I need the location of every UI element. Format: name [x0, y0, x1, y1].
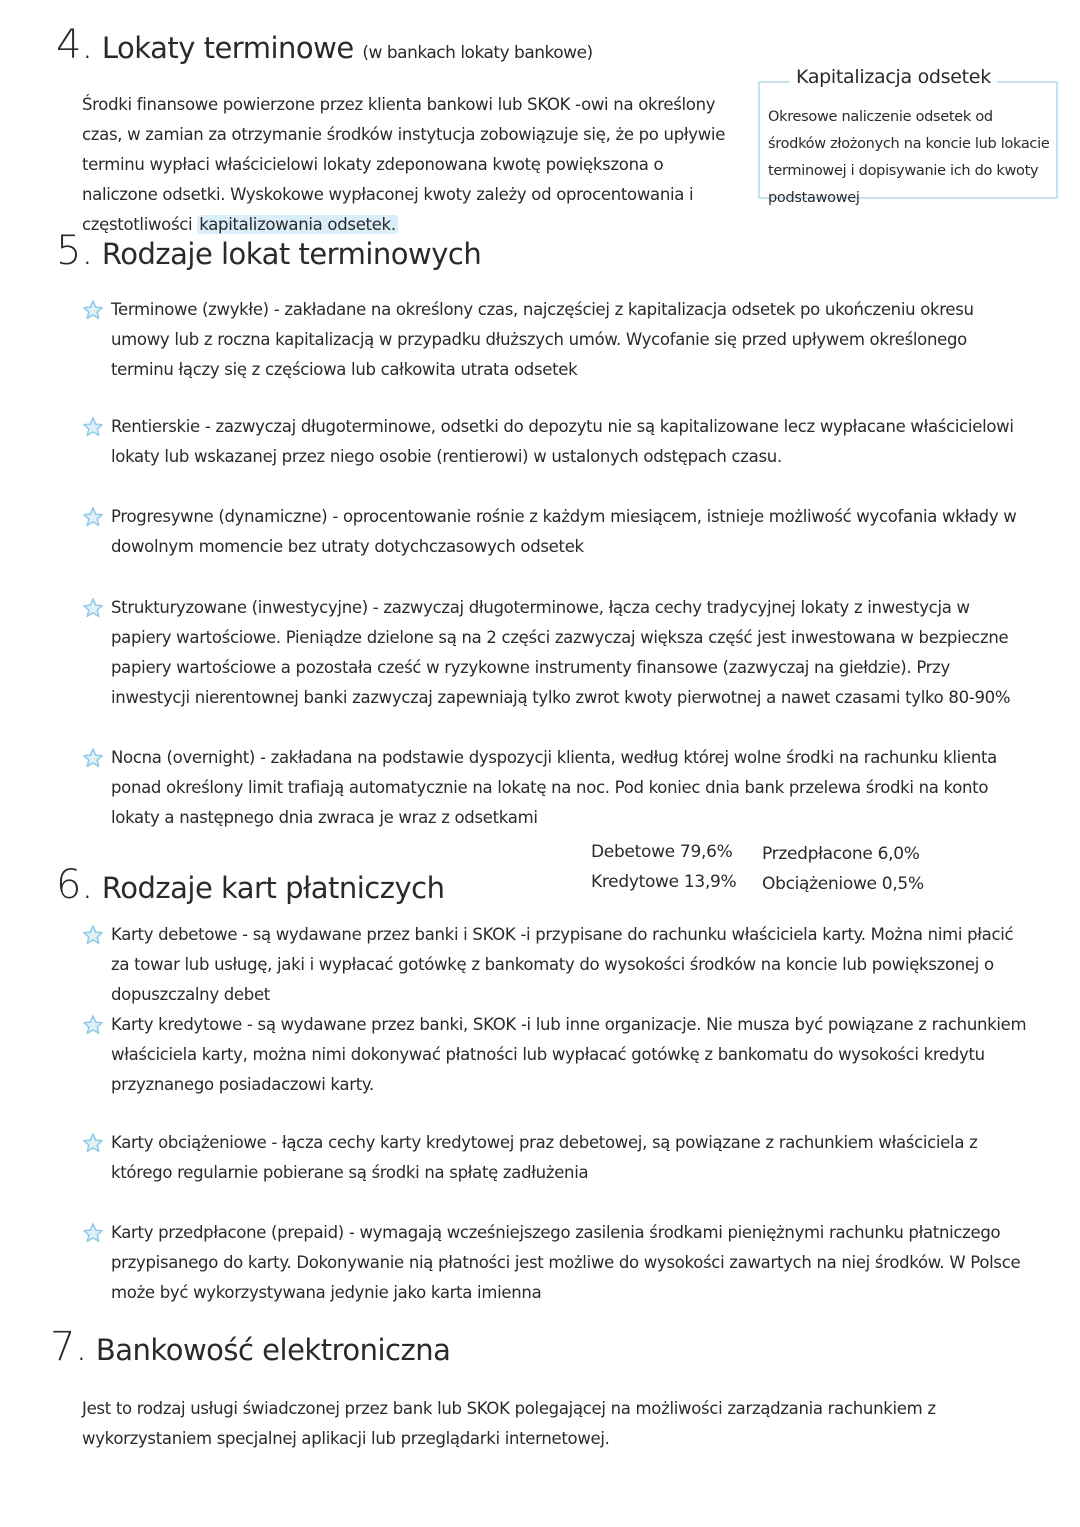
star-icon: [82, 506, 104, 528]
section-number: 4.: [56, 22, 94, 68]
list-item: [82, 593, 1032, 713]
list-item: [82, 502, 1032, 562]
list-item: [82, 920, 1032, 1010]
list-item-text: Karty przedpłacone (prepaid) - wymagają wcześniejszego zasilenia środkami pieniężnymi rachunku płatniczego przypisanego do karty. Dokonywanie nią płatności jest możliwe do wysokości zawartych na niej środków. W Polsce może być wykorzystywana jedynie jako karta imienna: [111, 1223, 1021, 1302]
star-icon: [82, 597, 104, 619]
list-item-text: Karty debetowe - są wydawane przez banki i SKOK -i przypisane do rachunku właściciela karty. Można nimi płacić za towar lub usługę, jaki i wypłacać gotówkę z bankomaty do wysokości środków na koncie lub powiększonej o dopuszczalny debet: [111, 925, 1014, 1004]
stat-charge: Obciążeniowe 0,5%: [762, 874, 924, 894]
list-item: [82, 1218, 1032, 1308]
section-4-heading: [56, 22, 593, 68]
star-icon: [82, 1222, 104, 1244]
list-item-text: Karty kredytowe - są wydawane przez banki, SKOK -i lub inne organizacje. Nie musza być powiązane z rachunkiem właściciela karty, można nimi dokonywać płatności lub wypłacać gotówkę z bankomatu do wysokości kredytu przyznanego posiadaczowi karty.: [111, 1015, 1027, 1094]
list-item: [82, 743, 1032, 833]
stat-debit: Debetowe 79,6%: [591, 842, 733, 862]
section-title: Bankowość elektroniczna: [95, 1333, 451, 1367]
list-item-text: Terminowe (zwykłe) - zakładane na określony czas, najczęściej z kapitalizacja odsetek po ukończeniu okresu umowy lub z roczna kapitalizacją w przypadku dłuższych umów. Wycofanie się przed upływem określonego terminu łączy się z częściowa lub całkowita utrata odsetek: [111, 300, 974, 379]
section-title: Rodzaje lokat terminowych: [101, 237, 482, 271]
section-7-paragraph: Jest to rodzaj usługi świadczonej przez bank lub SKOK polegającej na możliwości zarządzania rachunkiem z wykorzystaniem specjalnej aplikacji lub przeglądarki internetowej.: [82, 1399, 936, 1448]
section-title: Rodzaje kart płatniczych: [101, 871, 445, 905]
definition-box-title: Kapitalizacja odsetek: [790, 66, 997, 88]
star-icon: [82, 1014, 104, 1036]
section-number: 5.: [56, 228, 94, 274]
section-6-heading: [56, 862, 444, 908]
list-item-text: Progresywne (dynamiczne) - oprocentowanie rośnie z każdym miesiącem, istnieje możliwość wycofania wkłady w dowolnym momencie bez utraty dotychczasowych odsetek: [111, 507, 1017, 556]
section-4-paragraph: [82, 90, 732, 240]
list-item: [82, 1128, 1032, 1188]
star-icon: [82, 1132, 104, 1154]
list-item: [82, 1010, 1032, 1100]
section-7-heading: [50, 1324, 450, 1370]
stat-prepaid: Przedpłacone 6,0%: [762, 844, 920, 864]
section-5-heading: [56, 228, 481, 274]
stat-credit: Kredytowe 13,9%: [591, 872, 737, 892]
section-number: 7.: [50, 1324, 88, 1370]
paragraph-text: Środki finansowe powierzone przez klienta bankowi lub SKOK -owi na określony czas, w zamian za otrzymanie środków instytucja zobowiązuje się, że po upływie terminu wypłaci właścicielowi lokaty zdeponowana kwotę powiększona o naliczone odsetki. Wyskokowe wypłaconej kwoty zależy od oprocentowania i częstotliwości: [82, 95, 726, 234]
list-item-text: Strukturyzowane (inwestycyjne) - zazwyczaj długoterminowe, łącza cechy tradycyjnej lokaty z inwestycja w papiery wartościowe. Pieniądze dzielone są na 2 części zazwyczaj większa część jest inwestowana w bezpieczne papiery wartościowe a pozostała cześć w ryzykowne instrumenty finansowe (zazwyczaj na giełdzie). Przy inwestycji nierentownej banki zazwyczaj zapewniają tylko zwrot kwoty pierwotnej a nawet czasami tylko 80-90%: [111, 598, 1011, 707]
section-title: Lokaty terminowe: [101, 31, 354, 65]
list-item-text: Nocna (overnight) - zakładana na podstawie dyspozycji klienta, według której wolne środki na rachunku klienta ponad określony limit trafiają automatycznie na lokatę na noc. Pod koniec dnia bank przelewa środki na konto lokaty a następnego dnia zwraca je wraz z odsetkami: [111, 748, 997, 827]
list-item-text: Karty obciążeniowe - łącza cechy karty kredytowej praz debetowej, są powiązane z rachunkiem właściciela z którego regularnie pobierane są środki na spłatę zadłużenia: [111, 1133, 978, 1182]
highlighted-term: kapitalizowania odsetek.: [199, 215, 396, 234]
star-icon: [82, 416, 104, 438]
section-number: 6.: [56, 862, 94, 908]
star-icon: [82, 747, 104, 769]
definition-box-text: Okresowe naliczenie odsetek od środków złożonych na koncie lub lokacie terminowej i dopisywanie ich do kwoty podstawowej: [768, 109, 1050, 206]
list-item-text: Rentierskie - zazwyczaj długoterminowe, odsetki do depozytu nie są kapitalizowane lecz wypłacane właścicielowi lokaty lub wskazanej przez niego osobie (rentierowi) w ustalonych odstępach czasu.: [111, 417, 1014, 466]
star-icon: [82, 299, 104, 321]
list-item: [82, 295, 1032, 385]
list-item: [82, 412, 1032, 472]
section-subtitle: (w bankach lokaty bankowe): [362, 43, 593, 63]
star-icon: [82, 924, 104, 946]
